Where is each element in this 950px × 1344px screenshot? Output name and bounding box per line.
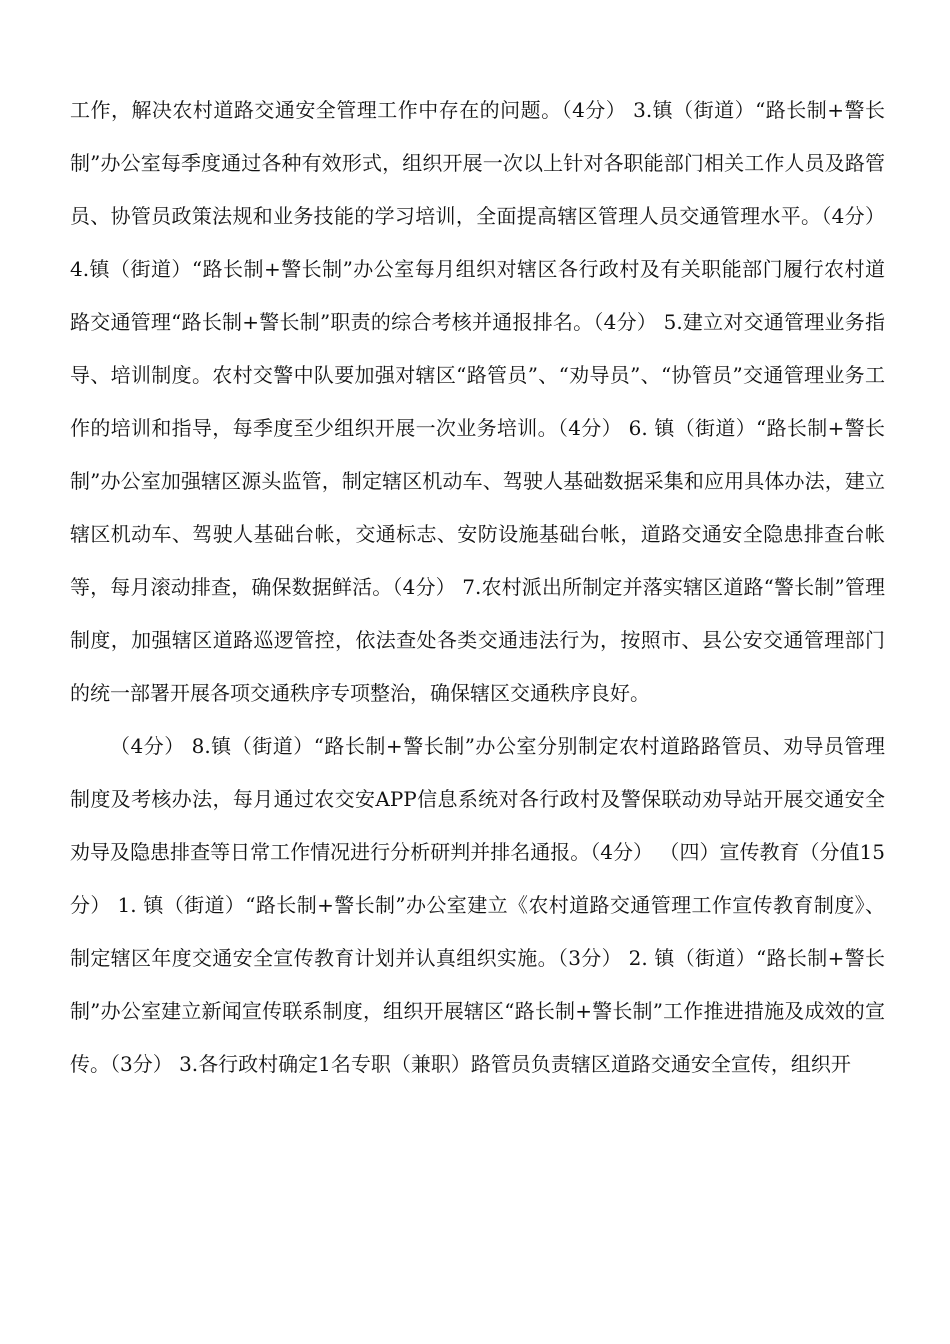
document-page	[70, 84, 885, 1091]
body-paragraph-1: 工作，解决农村道路交通安全管理工作中存在的问题。（4分） 3.镇（街道）“路长制+警长制”办公室每季度通过各种有效形式，组织开展一次以上针对各职能部门相关工作人员及路管员、协管员政策法规和业务技能的学习培训，全面提高辖区管理人员交通管理水平。（4分） 4.镇（街道）“路长制+警长制”办公室每月组织对辖区各行政村及有关职能部门履行农村道路交通管理“路长制+警长制”职责的综合考核并通报排名。（4分） 5.建立对交通管理业务指导、培训制度。农村交警中队要加强对辖区“路管员”、“劝导员”、“协管员”交通管理业务工作的培训和指导，每季度至少组织开展一次业务培训。（4分） 6. 镇（街道）“路长制+警长制”办公室加强辖区源头监管，制定辖区机动车、驾驶人基础数据采集和应用具体办法，建立辖区机动车、驾驶人基础台帐，交通标志、安防设施基础台帐，道路交通安全隐患排查台帐等，每月滚动排查，确保数据鲜活。（4分） 7.农村派出所制定并落实辖区道路“警长制”管理制度，加强辖区道路巡逻管控，依法查处各类交通违法行为，按照市、县公安交通管理部门的统一部署开展各项交通秩序专项整治，确保辖区交通秩序良好。	[70, 98, 885, 705]
body-paragraph-2: （4分） 8.镇（街道）“路长制+警长制”办公室分别制定农村道路路管员、劝导员管理制度及考核办法，每月通过农交安APP信息系统对各行政村及警保联动劝导站开展交通安全劝导及隐患排查等日常工作情况进行分析研判并排名通报。（4分） （四）宣传教育（分值15分） 1. 镇（街道）“路长制+警长制”办公室建立《农村道路交通管理工作宣传教育制度》、制定辖区年度交通安全宣传教育计划并认真组织实施。（3分） 2. 镇（街道）“路长制+警长制”办公室建立新闻宣传联系制度，组织开展辖区“路长制+警长制”工作推进措施及成效的宣传。（3分） 3.各行政村确定1名专职（兼职）路管员负责辖区道路交通安全宣传，组织开	[70, 734, 885, 1076]
